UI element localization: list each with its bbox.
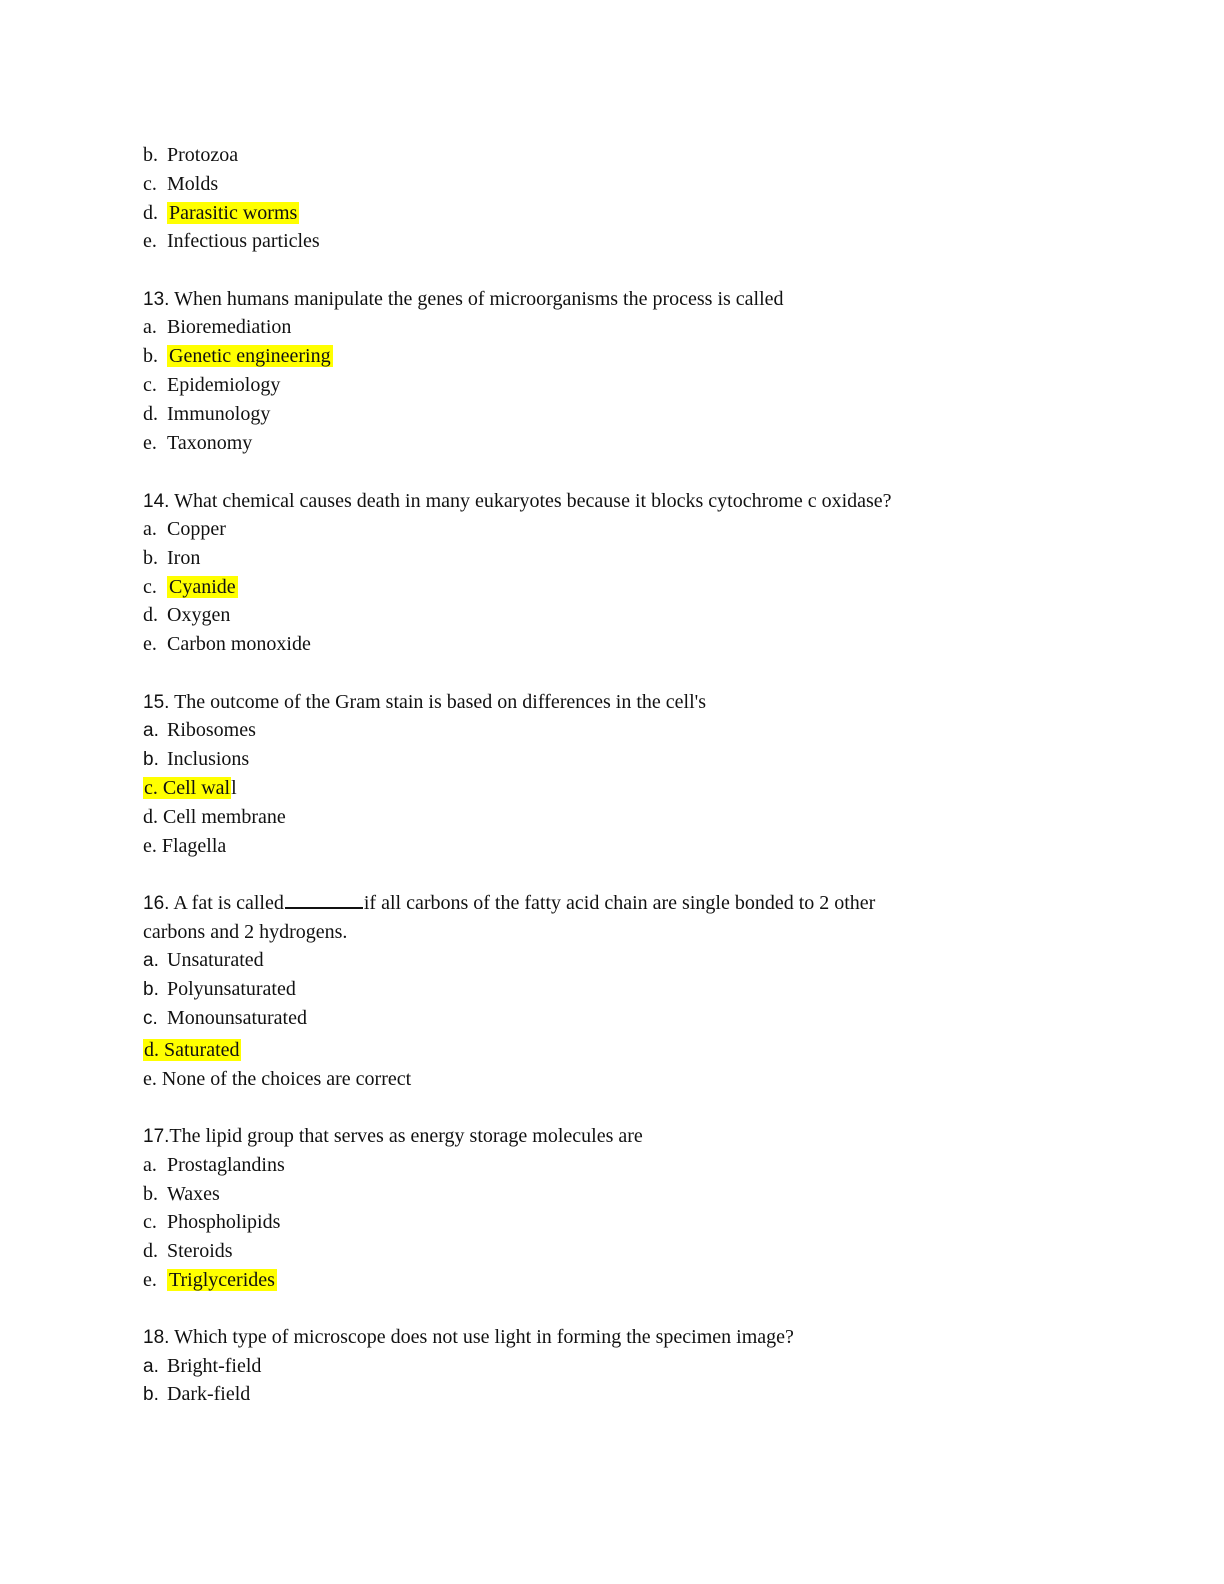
answer-highlight: Triglycerides (169, 1269, 275, 1291)
q14-question: 14. What chemical causes death in many eukaryotes because it blocks cytochrome c oxidase? (143, 490, 892, 512)
q14-option-a: a. Copper (143, 518, 226, 540)
q14-option-e: e. Carbon monoxide (143, 633, 311, 655)
q18-option-b: b. Dark-field (143, 1383, 251, 1405)
q17-option-d: d. Steroids (143, 1240, 233, 1262)
q16-option-b: b. Polyunsaturated (143, 978, 296, 1000)
q15-option-c: c. Cell wall (144, 777, 237, 799)
q18-option-a: a. Bright-field (143, 1355, 262, 1377)
q16-option-e: e. None of the choices are correct (143, 1068, 412, 1090)
q12-option-d: d. Parasitic worms (143, 202, 298, 224)
q12-option-b: b. Protozoa (143, 144, 239, 166)
q15-option-b: b. Inclusions (143, 748, 250, 770)
q16-option-c: c. Monounsaturated (143, 1007, 307, 1029)
q13-option-a: a. Bioremediation (143, 316, 292, 338)
q15-option-a: a. Ribosomes (143, 719, 256, 741)
answer-highlight: Genetic engineering (169, 345, 331, 367)
q13-option-b: b. Genetic engineering (143, 345, 331, 367)
q12-option-c: c. Molds (143, 173, 219, 195)
q13-option-e: e. Taxonomy (143, 432, 253, 454)
answer-highlight: d. Saturated (144, 1039, 240, 1061)
q13-option-c: c. Epidemiology (143, 374, 281, 396)
q17-option-c: c. Phospholipids (143, 1211, 281, 1233)
q16-option-a: a. Unsaturated (143, 949, 264, 971)
q15-question: 15. The outcome of the Gram stain is based on differences in the cell's (143, 691, 707, 713)
q14-option-c: c. Cyanide (143, 576, 236, 598)
q14-option-b: b. Iron (143, 547, 201, 569)
answer-highlight: Parasitic worms (169, 202, 298, 224)
q16-question: 16. A fat is called if all carbons of the fatty acid chain are single bonded to 2 other (143, 889, 875, 917)
q17-option-b: b. Waxes (143, 1183, 220, 1205)
answer-highlight: c. Cell wal (144, 777, 231, 799)
q15-option-e: e. Flagella (143, 835, 227, 857)
fill-in-blank (285, 889, 363, 909)
q13-option-d: d. Immunology (143, 403, 271, 425)
q17-option-a: a. Prostaglandins (143, 1154, 285, 1176)
q17-option-e: e. Triglycerides (143, 1269, 275, 1291)
q14-option-d: d. Oxygen (143, 604, 231, 626)
answer-highlight: Cyanide (169, 576, 236, 598)
q15-option-d: d. Cell membrane (143, 806, 286, 828)
q16-option-d (143, 1036, 241, 1064)
q17-question: 17.The lipid group that serves as energy storage molecules are (143, 1125, 643, 1147)
q16-question-line2: carbons and 2 hydrogens. (143, 921, 348, 943)
q13-question: 13. When humans manipulate the genes of microorganisms the process is called (143, 288, 784, 310)
q18-question: 18. Which type of microscope does not use light in forming the specimen image? (143, 1326, 794, 1348)
q12-option-e: e. Infectious particles (143, 230, 320, 252)
